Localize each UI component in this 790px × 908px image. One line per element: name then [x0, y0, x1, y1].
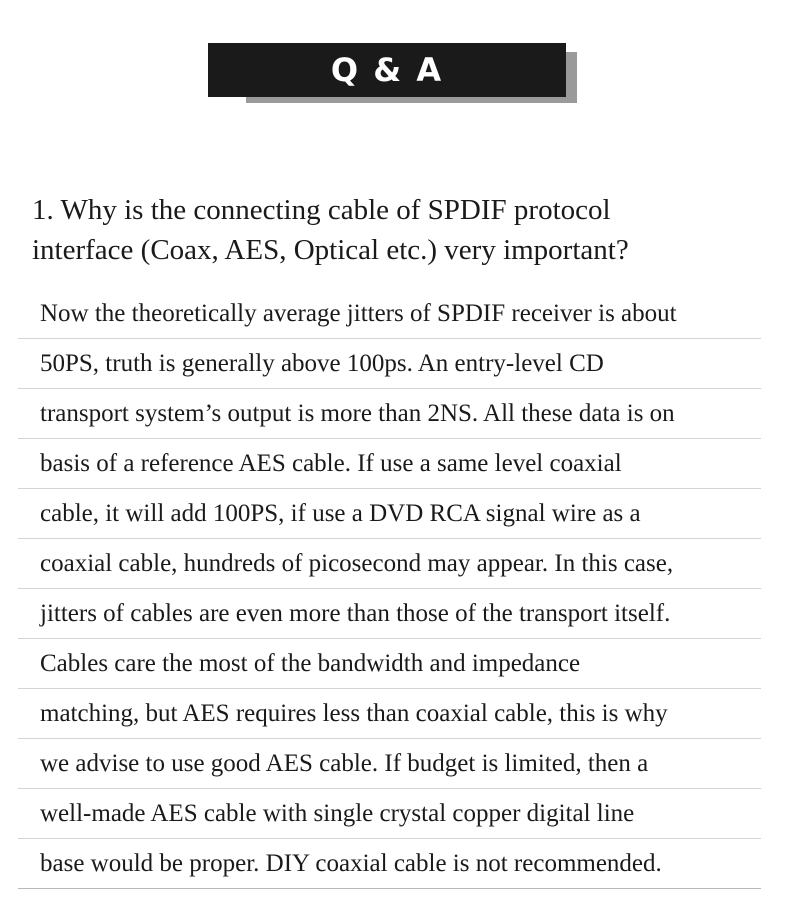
question-line-2: interface (Coax, AES, Optical etc.) very important?	[32, 234, 629, 266]
answer-line: coaxial cable, hundreds of picosecond may appear. In this case,	[18, 539, 761, 589]
answer-text	[18, 289, 761, 889]
answer-line: 50PS, truth is generally above 100ps. An entry-level CD	[18, 339, 761, 389]
answer-line: jitters of cables are even more than those of the transport itself.	[18, 589, 761, 639]
title-banner	[208, 43, 566, 97]
answer-line: Now the theoretically average jitters of SPDIF receiver is about	[18, 289, 761, 339]
answer-line: basis of a reference AES cable. If use a same level coaxial	[18, 439, 761, 489]
answer-line: Cables care the most of the bandwidth and impedance	[18, 639, 761, 689]
answer-line: base would be proper. DIY coaxial cable is not recommended.	[18, 839, 761, 889]
answer-line: well-made AES cable with single crystal copper digital line	[18, 789, 761, 839]
answer-line: transport system’s output is more than 2NS. All these data is on	[18, 389, 761, 439]
answer-line: we advise to use good AES cable. If budget is limited, then a	[18, 739, 761, 789]
question-line-1: 1. Why is the connecting cable of SPDIF protocol	[32, 194, 611, 226]
question-heading	[32, 190, 762, 270]
answer-line: cable, it will add 100PS, if use a DVD RCA signal wire as a	[18, 489, 761, 539]
answer-line: matching, but AES requires less than coaxial cable, this is why	[18, 689, 761, 739]
page-title: Q & A	[330, 51, 444, 89]
